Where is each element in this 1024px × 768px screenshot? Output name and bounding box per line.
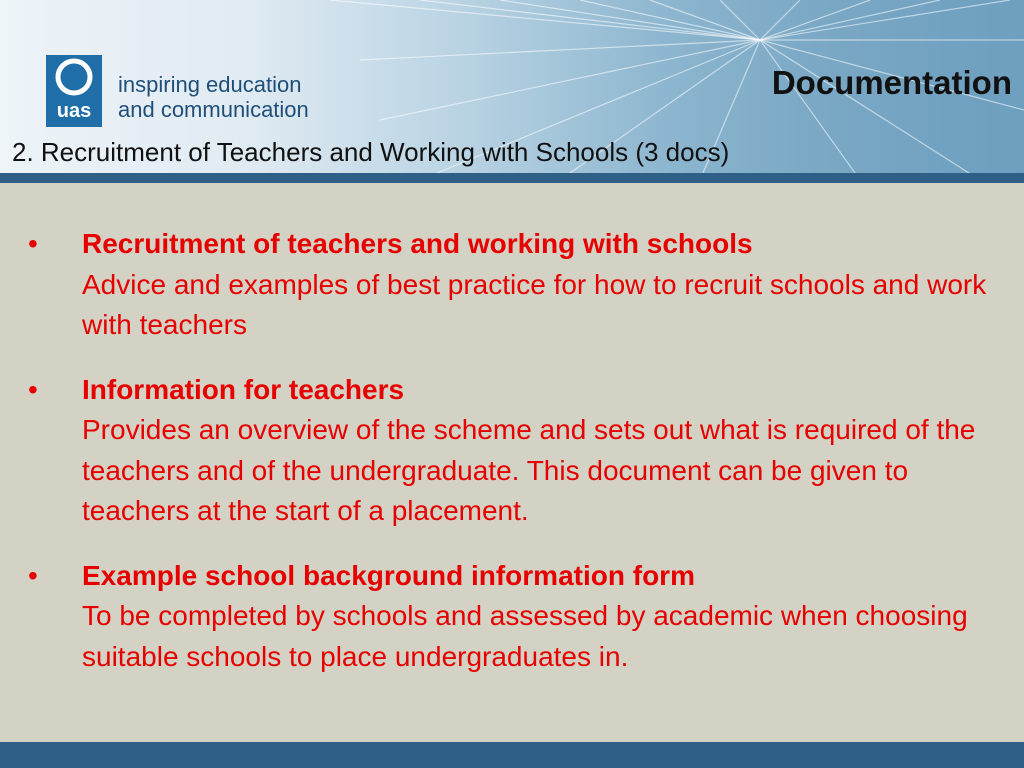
bullet-item xyxy=(28,556,1008,678)
bullet-item xyxy=(28,224,1008,346)
bullet-title: Recruitment of teachers and working with schools xyxy=(82,228,753,259)
page-subtitle: 2. Recruitment of Teachers and Working with Schools (3 docs) xyxy=(12,137,730,167)
bullet-marker: • xyxy=(28,559,38,591)
bullet-marker: • xyxy=(28,228,38,259)
logo-line-2: and communication xyxy=(118,97,309,122)
logo-tagline xyxy=(118,72,309,122)
bullet-title: Information for teachers xyxy=(82,373,405,405)
bullet-item xyxy=(28,370,1008,532)
bullet-list xyxy=(28,224,1008,701)
page-title: Documentation xyxy=(771,64,1012,101)
logo-line-1: inspiring education xyxy=(118,72,302,97)
logo-abbrev: uas xyxy=(56,100,92,122)
slide-header xyxy=(0,0,1024,180)
bullet-body: Advice and examples of best practice for how to recruit schools and work with teachers xyxy=(82,268,987,340)
footer-band xyxy=(0,742,1024,768)
uas-logo-icon xyxy=(46,55,102,127)
bullet-body: To be completed by schools and assessed by academic when choosing suitable schools to place undergraduates in. xyxy=(82,600,968,672)
bullet-marker: • xyxy=(28,373,38,405)
header-divider-band xyxy=(0,173,1024,183)
bullet-body: Provides an overview of the scheme and sets out what is required of the teachers and of the undergraduate. This document can be given to teachers at the start of a placement. xyxy=(82,414,976,526)
bullet-title: Example school background information form xyxy=(82,559,695,591)
